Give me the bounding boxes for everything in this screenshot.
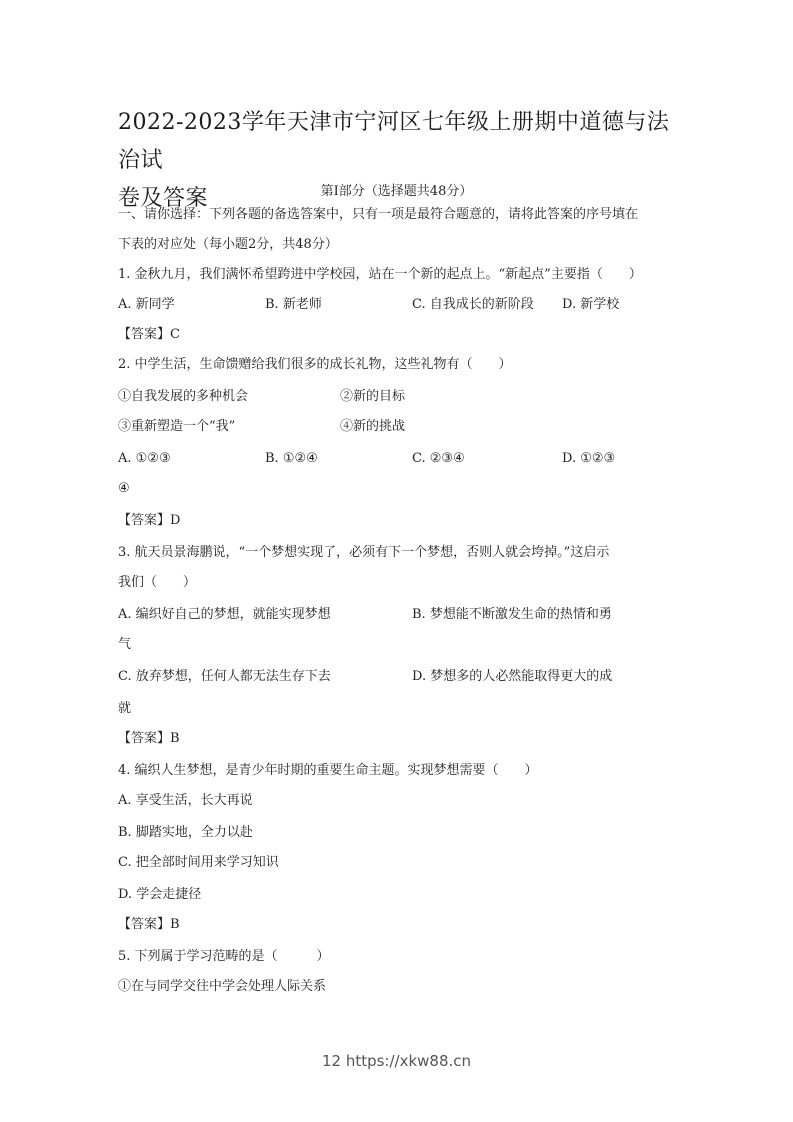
q4-answer: 【答案】B bbox=[118, 917, 180, 932]
q2-item-4: ④新的挑战 bbox=[340, 419, 406, 434]
q4-option-d: D. 学会走捷径 bbox=[118, 887, 202, 902]
q2-item-2: ②新的目标 bbox=[340, 389, 406, 404]
question-4-stem: 4. 编织人生梦想，是青少年时期的重要生命主题。实现梦想需要（ ） bbox=[118, 763, 538, 778]
q2-item-1: ①自我发展的多种机会 bbox=[118, 389, 249, 404]
q1-option-b: B. 新老师 bbox=[265, 297, 322, 312]
page-footer: 12 https://xkw88.cn bbox=[321, 1052, 472, 1070]
q4-option-a: A. 享受生活，长大再说 bbox=[118, 793, 253, 808]
q3-option-a: A. 编织好自己的梦想，就能实现梦想 bbox=[118, 607, 331, 622]
question-3-stem-wrap: 我们（ ） bbox=[118, 575, 197, 590]
q3-option-d-wrap: 就 bbox=[118, 701, 132, 716]
question-5-stem: 5. 下列属于学习范畴的是（ ） bbox=[118, 949, 330, 964]
q5-item-1: ①在与同学交往中学会处理人际关系 bbox=[118, 979, 327, 994]
section-heading: 第Ⅰ部分（选择题共48分） bbox=[320, 184, 473, 199]
q2-item-3: ③重新塑造一个“我” bbox=[118, 419, 236, 434]
q4-option-b: B. 脚踏实地，全力以赴 bbox=[118, 825, 253, 840]
q2-option-d: D. ①②③ bbox=[562, 451, 616, 466]
instructions-line-1: 一、请你选择：下列各题的备选答案中，只有一项是最符合题意的，请将此答案的序号填在 bbox=[118, 207, 639, 222]
question-2-stem: 2. 中学生活，生命馈赠给我们很多的成长礼物，这些礼物有（ ） bbox=[118, 357, 512, 372]
q2-answer: 【答案】D bbox=[118, 513, 181, 528]
q3-option-b: B. 梦想能不断激发生命的热情和勇 bbox=[412, 607, 612, 622]
q1-option-c: C. 自我成长的新阶段 bbox=[412, 297, 534, 312]
instructions-line-2: 下表的对应处（每小题2分，共48分） bbox=[118, 237, 338, 252]
question-1-stem: 1. 金秋九月，我们满怀希望跨进中学校园，站在一个新的起点上。“新起点”主要指（ ） bbox=[118, 267, 642, 282]
q3-option-d: D. 梦想多的人必然能取得更大的成 bbox=[412, 669, 613, 684]
q2-option-c: C. ②③④ bbox=[412, 451, 465, 466]
q2-option-d-wrap: ④ bbox=[118, 481, 130, 496]
q2-option-b: B. ①②④ bbox=[265, 451, 318, 466]
q3-option-c: C. 放弃梦想，任何人都无法生存下去 bbox=[118, 669, 331, 684]
q3-answer: 【答案】B bbox=[118, 731, 180, 746]
q3-option-b-wrap: 气 bbox=[118, 637, 132, 652]
q1-option-d: D. 新学校 bbox=[562, 297, 620, 312]
document-title bbox=[118, 104, 688, 218]
question-3-stem: 3. 航天员景海鹏说，“一个梦想实现了，必须有下一个梦想，否则人就会垮掉。”这启示 bbox=[118, 545, 610, 560]
q2-option-a: A. ①②③ bbox=[118, 451, 171, 466]
q1-option-a: A. 新同学 bbox=[118, 297, 175, 312]
title-line-2: 卷及答案 bbox=[118, 186, 209, 211]
q4-option-c: C. 把全部时间用来学习知识 bbox=[118, 855, 279, 870]
title-line-1: 2022-2023学年天津市宁河区七年级上册期中道德与法治试 bbox=[118, 110, 670, 173]
q1-answer: 【答案】C bbox=[118, 327, 180, 342]
